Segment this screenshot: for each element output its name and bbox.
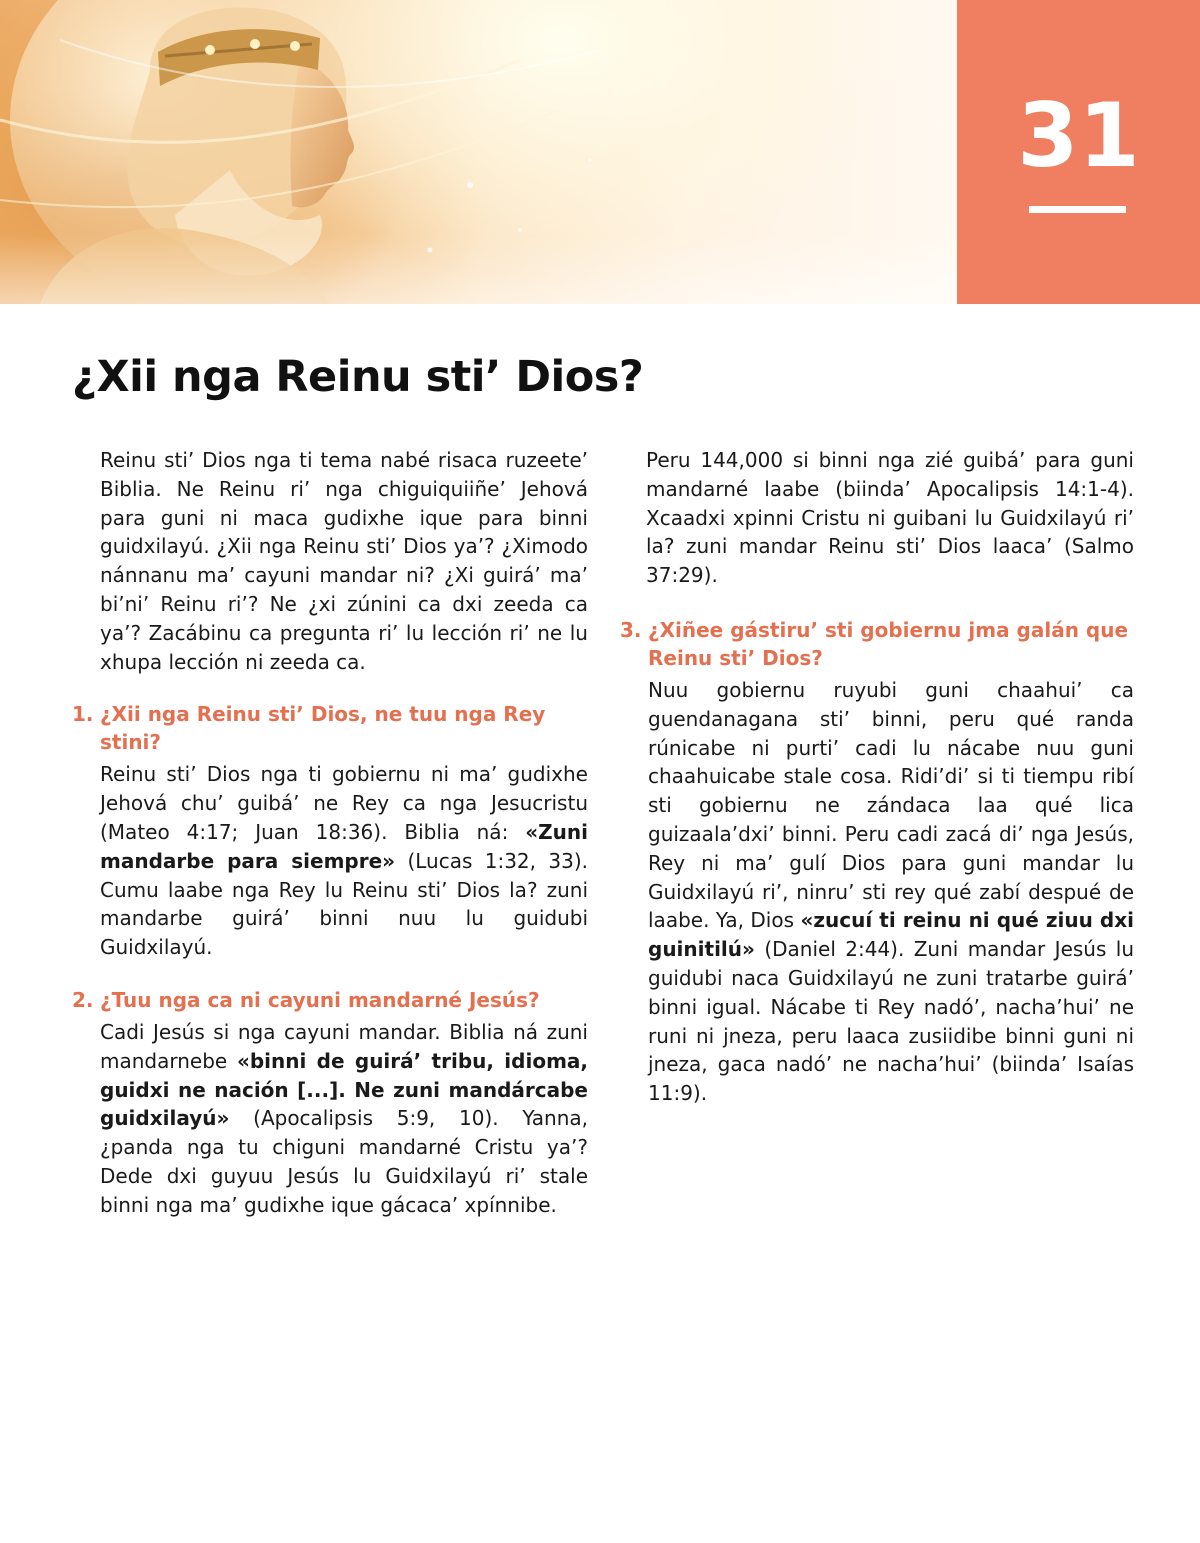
left-column [72, 446, 588, 1220]
intro-paragraph: Reinu sti’ Dios nga ti tema nabé risaca ruzeete’ Biblia. Ne Reinu ri’ nga chiguiquiiñe’ Jehová para guni ni maca gudixhe ique para binni guidxilayú. ¿Xii nga Reinu sti’ Dios ya’? ¿Ximodo nánnanu ma’ cayuni mandar ni? ¿Xi guirá’ ma’ bi’ni’ Reinu ri’? Ne ¿xi zúnini ca dxi zeeda ca ya’? Zacábinu ca pregunta ri’ lu lección ri’ ne lu xhupa lección ni zeeda ca. [100, 448, 588, 674]
question-1 [72, 700, 588, 756]
question-number: 1. [72, 702, 94, 727]
scripture-quote: «binni de guirá’ tribu, idioma, guidxi ne nación [...]. Ne zuni mandárcabe guidxilayú» [100, 1048, 589, 1131]
lesson-number-underline [1029, 206, 1126, 213]
answer-text: Reinu sti’ Dios nga ti gobiernu ni ma’ gudixhe Jehová chu’ guibá’ ne Rey ca nga Jesucristu (Mateo 4:17; Juan 18:36). Biblia ná: [100, 762, 588, 844]
answer-1-paragraph [100, 760, 588, 962]
scripture-quote: «zucuí ti reinu ni qué ziuu dxi guinitilú» [648, 908, 1134, 962]
image-fade [0, 234, 957, 304]
answer-2-paragraph [100, 1018, 588, 1220]
answer-text: (Lucas 1:32, 33). Cumu laabe nga Rey lu Reinu sti’ Dios la? zuni mandarbe guirá’ binni nuu lu guidubi Guidxilayú. [100, 848, 588, 960]
scripture-quote: «Zuni mandarbe para siempre» [100, 819, 588, 873]
question-text: ¿Xii nga Reinu sti’ Dios, ne tuu nga Rey stini? [100, 702, 546, 755]
question-number: 2. [72, 987, 94, 1012]
question-text: ¿Xiñee gástiru’ sti gobiernu jma galán que Reinu sti’ Dios? [648, 617, 1129, 670]
question-3 [620, 616, 1134, 672]
lesson-number: 31 [1017, 84, 1140, 187]
answer-text: Cadi Jesús si nga cayuni mandar. Biblia ná zuni mandarnebe [100, 1019, 588, 1073]
answer-text: (Daniel 2:44). Zuni mandar Jesús lu guidubi naca Guidxilayú ne zuni tratarbe guirá’ binni igual. Nácabe ti Rey nadó’, nacha’hui’ ne runi ni jneza, peru laaca zusiidibe binni guni ni jneza, gaca nadó’ ne nacha’hui’ (biinda’ Isaías 11:9). [648, 937, 1134, 1106]
question-2 [72, 986, 588, 1014]
answer-2-continuation: Peru 144,000 si binni nga zié guibá’ para guni mandarné laabe (biinda’ Apocalipsis 14:1-4). Xcaadxi xpinni Cristu ni guibani lu Guidxilayú ri’ la? zuni mandar Reinu sti’ Dios laaca’ (Salmo 37:29). [646, 448, 1134, 588]
answer-text: Nuu gobiernu ruyubi guni chaahui’ ca guendanagana sti’ binni, peru qué randa rúnicabe ni purti’ cadi lu nácabe nuu guni chaahuicabe stale cosa. Ridi’di’ si ti tiempu ribí sti gobiernu ne zándaca laa qué lica guizaala’dxi’ binni. Peru cadi zacá di’ nga Jesús, Rey ni ma’ gulí Dios para guni mandar lu Guidxilayú ri’, ninru’ sti rey qué zabí despué de laabe. Ya, Dios [648, 677, 1134, 933]
answer-text: (Apocalipsis 5:9, 10). Yanna, ¿panda nga tu chiguni mandarné Cristu ya’? Dede dxi guyuu Jesús lu Guidxilayú ri’ stale binni nga ma’ gudixhe ique gácaca’ xpínnibe. [100, 1106, 588, 1217]
right-column [620, 446, 1134, 1108]
answer-3-paragraph [648, 676, 1134, 1108]
lesson-number-block [957, 0, 1200, 304]
page-title: ¿Xii nga Reinu sti’ Dios? [72, 352, 644, 402]
question-text: ¿Tuu nga ca ni cayuni mandarné Jesús? [100, 987, 540, 1012]
header-image [0, 0, 957, 304]
question-number: 3. [620, 617, 642, 642]
